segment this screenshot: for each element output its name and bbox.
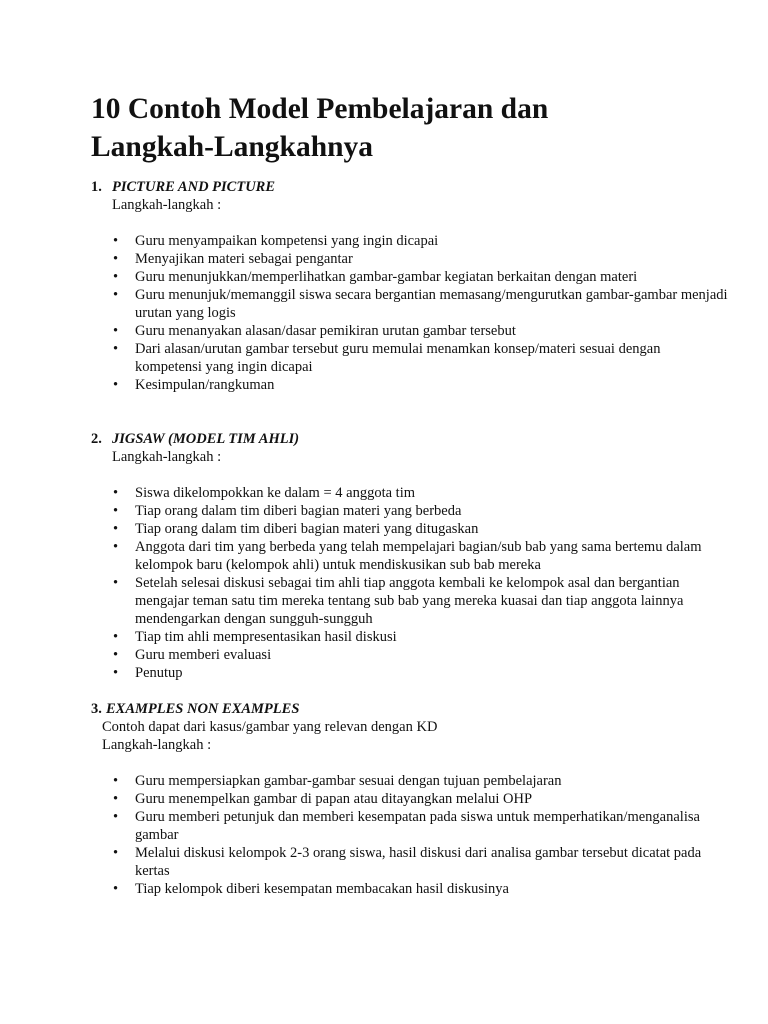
bullet-icon: • (113, 341, 119, 357)
steps-label: Langkah-langkah : (102, 737, 212, 753)
list-item: • Guru menempelkan gambar di papan atau ditayangkan melalui OHP (113, 791, 533, 807)
list-item: • Anggota dari tim yang berbeda yang telah mempelajari bagian/sub bab yang sama bertemu dalam kelompok baru (kelompok ahli) untuk mendiskusikan sub bab mereka (113, 539, 702, 573)
bullet-icon: • (113, 647, 119, 663)
steps-list (91, 484, 728, 682)
bullet-icon: • (113, 503, 119, 519)
bullet-icon: • (113, 377, 119, 393)
steps-label: Langkah-langkah : (112, 197, 222, 213)
steps-list (91, 232, 728, 394)
list-item: • Tiap tim ahli mempresentasikan hasil diskusi (113, 629, 397, 645)
list-item: • Tiap orang dalam tim diberi bagian materi yang berbeda (113, 503, 462, 519)
list-item: • Guru mempersiapkan gambar-gambar sesuai dengan tujuan pembelajaran (113, 773, 562, 789)
section-intro: Contoh dapat dari kasus/gambar yang relevan dengan KD (102, 719, 438, 735)
bullet-icon: • (113, 287, 119, 303)
section-number: 3. (91, 701, 102, 717)
list-item: • Tiap orang dalam tim diberi bagian materi yang ditugaskan (113, 521, 479, 537)
list-item: • Tiap kelompok diberi kesempatan membacakan hasil diskusinya (113, 881, 509, 897)
section-title: PICTURE AND PICTURE (112, 179, 276, 195)
list-item: • Dari alasan/urutan gambar tersebut guru memulai menamkan konsep/materi sesuai dengan kompetensi yang ingin dicapai (113, 341, 661, 375)
section-title: JIGSAW (MODEL TIM AHLI) (112, 431, 300, 447)
list-item: • Guru menanyakan alasan/dasar pemikiran urutan gambar tersebut (113, 323, 516, 339)
bullet-icon: • (113, 323, 119, 339)
list-item: • Guru menunjukkan/memperlihatkan gambar-gambar kegiatan berkaitan dengan materi (113, 269, 638, 285)
bullet-icon: • (113, 485, 119, 501)
bullet-icon: • (113, 269, 119, 285)
bullet-icon: • (113, 539, 119, 555)
list-item: • Siswa dikelompokkan ke dalam = 4 anggota tim (113, 485, 416, 501)
list-item: • Setelah selesai diskusi sebagai tim ahli tiap anggota kembali ke kelompok asal dan bergantian mengajar teman satu tim mereka tentang sub bab yang mereka kuasai dan tiap anggota lainnya mendengarkan dengan sungguh-sungguh (113, 575, 684, 627)
bullet-icon: • (113, 881, 119, 897)
list-item: • Melalui diskusi kelompok 2-3 orang siswa, hasil diskusi dari analisa gambar tersebut dicatat pada kertas (113, 845, 702, 879)
list-item: • Guru memberi petunjuk dan memberi kesempatan pada siswa untuk memperhatikan/menganalisa gambar (113, 809, 700, 843)
bullet-icon: • (113, 665, 119, 681)
list-item: • Guru menunjuk/memanggil siswa secara bergantian memasang/mengurutkan gambar-gambar menjadi urutan yang logis (113, 287, 728, 321)
bullet-icon: • (113, 773, 119, 789)
section-number: 2. (91, 431, 102, 447)
section-heading (91, 178, 728, 196)
bullet-icon: • (113, 845, 119, 861)
bullet-icon: • (113, 521, 119, 537)
page-title: 10 Contoh Model Pembelajaran dan Langkah-Langkahnya (91, 93, 549, 163)
section-title: EXAMPLES NON EXAMPLES (106, 701, 300, 717)
bullet-icon: • (113, 629, 119, 645)
bullet-icon: • (113, 809, 119, 825)
list-item: • Guru memberi evaluasi (113, 647, 272, 663)
section-heading (91, 430, 728, 448)
list-item: • Penutup (113, 665, 183, 681)
list-item: • Guru menyampaikan kompetensi yang ingin dicapai (113, 233, 439, 249)
steps-label: Langkah-langkah : (112, 449, 222, 465)
bullet-icon: • (113, 251, 119, 267)
bullet-icon: • (113, 233, 119, 249)
bullet-icon: • (113, 575, 119, 591)
section-heading (91, 700, 728, 718)
list-item: • Menyajikan materi sebagai pengantar (113, 251, 353, 267)
section-picture-and-picture (91, 178, 728, 394)
section-jigsaw (91, 430, 728, 682)
section-examples-non-examples (91, 700, 728, 898)
section-number: 1. (91, 179, 102, 195)
bullet-icon: • (113, 791, 119, 807)
list-item: • Kesimpulan/rangkuman (113, 377, 275, 393)
steps-list (91, 772, 728, 898)
